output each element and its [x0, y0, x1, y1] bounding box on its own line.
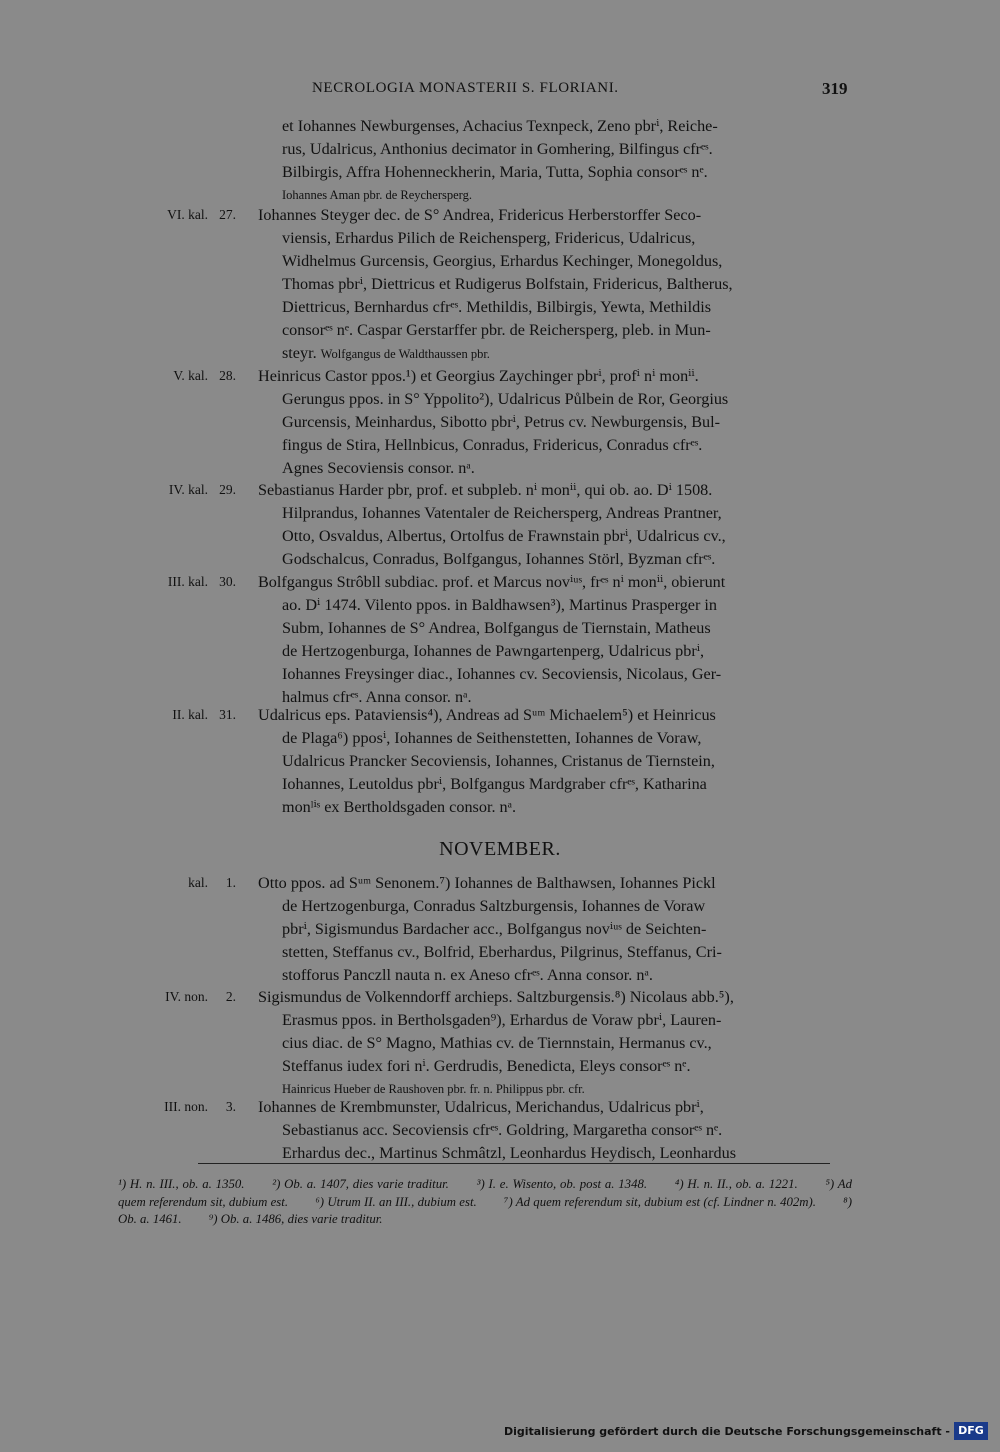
text-line: Iohannes Steyger dec. de S° Andrea, Fridericus Herberstorffer Seco- — [258, 206, 702, 224]
calendar-date: IV. kal. — [168, 482, 208, 497]
text-line: et Iohannes Newburgenses, Achacius Texnpeck, Zeno pbrⁱ, Reiche- — [282, 117, 718, 135]
text-line: Gurcensis, Meinhardus, Sibotto pbrⁱ, Petrus cv. Newburgensis, Bul- — [282, 413, 721, 431]
text-line — [258, 342, 852, 366]
footnotes — [118, 1176, 852, 1229]
day-number: 28. — [219, 368, 236, 383]
text-line: fingus de Stira, Hellnbicus, Conradus, Fridericus, Conradus cfrᵉˢ. — [282, 436, 703, 454]
month-heading: NOVEMBER. — [439, 838, 561, 860]
day-number: 31. — [219, 707, 236, 722]
text-segment: steyr. — [282, 344, 317, 362]
calendar-date: III. kal. — [167, 574, 208, 589]
calendar-date: II. kal. — [172, 707, 208, 722]
minor-note: Wolfgangus de Waldthaussen pbr. — [320, 347, 490, 361]
text-line: Erasmus ppos. in Bertholsgaden⁹), Erhardus de Voraw pbrⁱ, Lauren- — [282, 1011, 722, 1029]
day-number: 1. — [225, 875, 236, 890]
text-line: Subm, Iohannes de S° Andrea, Bolfgangus de Tiernstain, Matheus — [282, 619, 711, 637]
footnote: ⁴) H. n. II., ob. a. 1221. — [674, 1177, 798, 1191]
footnote-divider — [198, 1163, 830, 1164]
text-line: Udalricus Prancker Secoviensis, Iohannes, Cristanus de Tiernstein, — [282, 752, 715, 770]
footnote: ²) Ob. a. 1407, dies varie traditur. — [272, 1177, 449, 1191]
calendar-date: kal. — [188, 875, 208, 890]
text-line: de Hertzogenburga, Iohannes de Pawngartenperg, Udalricus pbrⁱ, — [282, 642, 705, 660]
text-line: Hilprandus, Iohannes Vatentaler de Reichersperg, Andreas Prantner, — [282, 504, 722, 522]
running-title: NECROLOGIA MONASTERII S. FLORIANI. — [312, 80, 619, 96]
entry-text — [258, 704, 852, 819]
page-number: 319 — [822, 79, 848, 98]
footnote: ¹) H. n. III., ob. a. 1350. — [118, 1177, 245, 1191]
funding-credit — [468, 1422, 988, 1442]
text-line: Gerungus ppos. in S° Yppolito²), Udalricus Půlbein de Ror, Georgius — [282, 390, 729, 408]
day-number: 29. — [219, 482, 236, 497]
text-line: de Hertzogenburga, Conradus Saltzburgensis, Iohannes de Voraw — [282, 897, 706, 915]
entry-text — [258, 365, 852, 480]
entry-text — [258, 479, 852, 571]
text-line: Sigismundus de Volkenndorff archieps. Saltzburgensis.⁸) Nicolaus abb.⁵), — [258, 988, 734, 1006]
footnote: ⁹) Ob. a. 1486, dies varie traditur. — [208, 1212, 383, 1226]
calendar-date: IV. non. — [165, 989, 208, 1004]
day-number: 27. — [219, 207, 236, 222]
text-line: Diettricus, Bernhardus cfrᵉˢ. Methildis, Bilbirgis, Yewta, Methildis — [282, 298, 712, 316]
text-line: stofforus Panczll nauta n. ex Aneso cfrᵉˢ. Anna consor. nᵃ. — [282, 966, 653, 984]
text-line: Heinricus Castor ppos.¹) et Georgius Zaychinger pbrⁱ, profⁱ nⁱ monⁱⁱ. — [258, 367, 699, 385]
text-line: Udalricus eps. Pataviensis⁴), Andreas ad Sᵘᵐ Michaelem⁵) et Heinricus — [258, 706, 716, 724]
day-number: 30. — [219, 574, 236, 589]
text-line: Iohannes, Leutoldus pbrⁱ, Bolfgangus Mardgraber cfrᵉˢ, Katharina — [282, 775, 707, 793]
minor-note: Hainricus Hueber de Raushoven pbr. fr. n. Philippus pbr. cfr. — [282, 1082, 585, 1096]
text-line: stetten, Steffanus cv., Bolfrid, Eberhardus, Pilgrinus, Steffanus, Cri- — [282, 943, 722, 961]
text-line: viensis, Erhardus Pilich de Reichensperg, Fridericus, Udalricus, — [282, 229, 696, 247]
page-header — [0, 80, 1000, 104]
entry-text — [258, 872, 852, 987]
entry-text — [258, 986, 852, 1101]
text-line: Iohannes Freysinger diac., Iohannes cv. Secoviensis, Nicolaus, Ger- — [282, 665, 722, 683]
entry-text — [258, 571, 852, 709]
text-line: Sebastianus acc. Secoviensis cfrᵉˢ. Goldring, Margaretha consorᵉˢ nᵉ. — [282, 1121, 723, 1139]
calendar-date: III. non. — [164, 1099, 208, 1114]
text-line: Agnes Secoviensis consor. nᵃ. — [282, 459, 475, 477]
footnote: ⁵) Ad quem referendum sit, dubium est. — [118, 1177, 852, 1209]
calendar-date: VI. kal. — [167, 207, 208, 222]
entry-text — [258, 204, 852, 366]
footnote: ⁷) Ad quem referendum sit, dubium est (cf. Lindner n. 402m). — [504, 1194, 816, 1209]
day-number: 2. — [225, 989, 236, 1004]
continuation-text — [282, 115, 852, 207]
text-line: Bilbirgis, Affra Hohenneckherin, Maria, Tutta, Sophia consorᵉˢ nᵉ. — [282, 163, 708, 181]
calendar-date: V. kal. — [173, 368, 208, 383]
text-line: pbrⁱ, Sigismundus Bardacher acc., Bolfgangus novⁱᵘˢ de Seichten- — [282, 920, 707, 938]
text-line: Bolfgangus Strôbll subdiac. prof. et Marcus novⁱᵘˢ, frᵉˢ nⁱ monⁱⁱ, obierunt — [258, 573, 726, 591]
credit-text: Digitalisierung gefördert durch die Deutsche Forschungsgemeinschaft - — [503, 1425, 950, 1438]
text-line: Otto, Osvaldus, Albertus, Ortolfus de Frawnstain pbrⁱ, Udalricus cv., — [282, 527, 726, 545]
day-number: 3. — [225, 1099, 236, 1114]
text-line: de Plaga⁶) pposⁱ, Iohannes de Seithenstetten, Iohannes de Voraw, — [282, 729, 702, 747]
text-line: rus, Udalricus, Anthonius decimator in Gomhering, Bilfingus cfrᵉˢ. — [282, 140, 713, 158]
text-line: Sebastianus Harder pbr, prof. et subpleb. nⁱ monⁱⁱ, qui ob. ao. Dⁱ 1508. — [258, 481, 713, 499]
text-line: Thomas pbrⁱ, Diettricus et Rudigerus Bolfstain, Fridericus, Baltherus, — [282, 275, 733, 293]
text-line: halmus cfrᵉˢ. Anna consor. nᵃ. — [282, 688, 472, 706]
text-line: Iohannes de Krembmunster, Udalricus, Merichandus, Udalricus pbrⁱ, — [258, 1098, 704, 1116]
dfg-logo[interactable]: DFG — [954, 1422, 988, 1440]
text-line: Steffanus iudex fori nⁱ. Gerdrudis, Benedicta, Eleys consorᵉˢ nᵉ. — [282, 1057, 691, 1075]
footnote: ³) I. e. Wisento, ob. post a. 1348. — [476, 1177, 648, 1191]
footnote: ⁸) Ob. a. 1461. — [118, 1194, 853, 1226]
footnote: ⁶) Utrum II. an III., dubium est. — [315, 1194, 477, 1209]
text-line: Erhardus dec., Martinus Schmâtzl, Leonhardus Heydisch, Leonhardus — [282, 1144, 737, 1162]
text-line: monˡⁱˢ ex Bertholdsgaden consor. nᵃ. — [282, 798, 517, 816]
text-line: Godschalcus, Conradus, Bolfgangus, Iohannes Störl, Byzman cfrᵉˢ. — [282, 550, 716, 568]
entry-text — [258, 1096, 852, 1165]
text-line: cius diac. de S° Magno, Mathias cv. de Tiernnstain, Hermanus cv., — [282, 1034, 712, 1052]
text-line: Widhelmus Gurcensis, Georgius, Erhardus Kechinger, Monegoldus, — [282, 252, 723, 270]
minor-note: Iohannes Aman pbr. de Reychersperg. — [282, 188, 472, 202]
text-line: ao. Dⁱ 1474. Vilento ppos. in Baldhawsen³), Martinus Prasperger in — [282, 596, 717, 614]
text-line: Otto ppos. ad Sᵘᵐ Senonem.⁷) Iohannes de Balthawsen, Iohannes Pickl — [258, 874, 716, 892]
text-line: consorᵉˢ nᵉ. Caspar Gerstarffer pbr. de Reichersperg, pleb. in Mun- — [282, 321, 711, 339]
